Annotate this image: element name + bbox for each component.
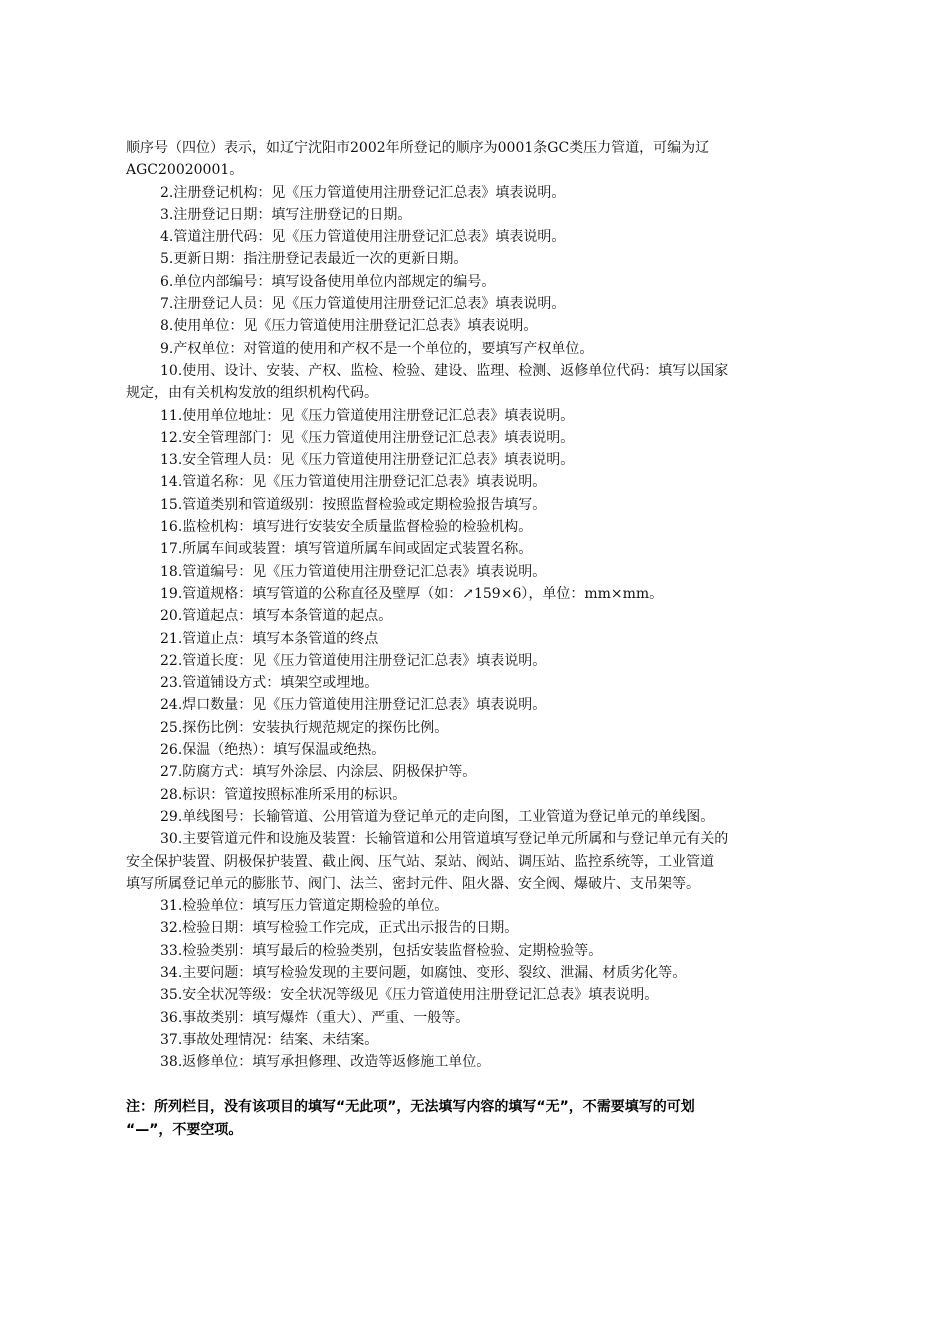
list-item: 12.安全管理部门：见《压力管道使用注册登记汇总表》填表说明。 bbox=[160, 429, 575, 446]
list-item: 25.探伤比例：安装执行规范规定的探伤比例。 bbox=[160, 719, 449, 736]
list-item: 19.管道规格：填写管道的公称直径及壁厚（如：↗159×6），单位：mm×mm。 bbox=[160, 585, 664, 602]
list-item: 24.焊口数量：见《压力管道使用注册登记汇总表》填表说明。 bbox=[160, 697, 547, 714]
list-item: 17.所属车间或装置：填写管道所属车间或固定式装置名称。 bbox=[160, 541, 533, 558]
text-line: 填写所属登记单元的膨胀节、阀门、法兰、密封元件、阻火器、安全阀、爆破片、支吊架等。 bbox=[126, 875, 700, 892]
list-item: 23.管道铺设方式：填架空或埋地。 bbox=[160, 675, 379, 692]
footnote-line: 注：所列栏目，没有该项目的填写“无此项”，无法填写内容的填写“无”，不需要填写的可划 bbox=[126, 1099, 695, 1116]
list-item: 32.检验日期：填写检验工作完成，正式出示报告的日期。 bbox=[160, 920, 519, 937]
list-item: 33.检验类别：填写最后的检验类别，包括安装监督检验、定期检验等。 bbox=[160, 942, 603, 959]
footnote bbox=[126, 1096, 842, 1141]
list-item: 14.管道名称：见《压力管道使用注册登记汇总表》填表说明。 bbox=[160, 474, 547, 491]
list-item: 28.标识：管道按照标准所采用的标识。 bbox=[160, 786, 407, 803]
list-item: 3.注册登记日期：填写注册登记的日期。 bbox=[160, 206, 412, 223]
list-item: 26.保温（绝热）：填写保温或绝热。 bbox=[160, 742, 386, 759]
list-item: 11.使用单位地址：见《压力管道使用注册登记汇总表》填表说明。 bbox=[160, 407, 575, 424]
list-item: 35.安全状况等级：安全状况等级见《压力管道使用注册登记汇总表》填表说明。 bbox=[160, 987, 659, 1004]
list-item: 6.单位内部编号：填写设备使用单位内部规定的编号。 bbox=[160, 273, 496, 290]
text-line: AGC20020001。 bbox=[126, 162, 244, 179]
footnote-line: “—”，不要空项。 bbox=[126, 1121, 243, 1138]
list-item: 4.管道注册代码：见《压力管道使用注册登记汇总表》填表说明。 bbox=[160, 229, 566, 246]
list-item: 30.主要管道元件和设施及装置：长输管道和公用管道填写登记单元所属和与登记单元有关的 bbox=[160, 831, 729, 848]
instruction-list bbox=[126, 137, 842, 1073]
list-item: 31.检验单位：填写压力管道定期检验的单位。 bbox=[160, 898, 449, 915]
list-item: 21.管道止点：填写本条管道的终点 bbox=[160, 630, 379, 647]
list-item: 20.管道起点：填写本条管道的起点。 bbox=[160, 608, 393, 625]
list-item: 29.单线图号：长输管道、公用管道为登记单元的走向图，工业管道为登记单元的单线图。 bbox=[160, 808, 715, 825]
list-item: 2.注册登记机构：见《压力管道使用注册登记汇总表》填表说明。 bbox=[160, 184, 566, 201]
list-item: 10.使用、设计、安装、产权、监检、检验、建设、监理、检测、返修单位代码：填写以国家 bbox=[160, 362, 729, 379]
list-item: 22.管道长度：见《压力管道使用注册登记汇总表》填表说明。 bbox=[160, 652, 547, 669]
list-item: 8.使用单位：见《压力管道使用注册登记汇总表》填表说明。 bbox=[160, 318, 538, 335]
list-item: 15.管道类别和管道级别：按照监督检验或定期检验报告填写。 bbox=[160, 496, 547, 513]
list-item: 9.产权单位：对管道的使用和产权不是一个单位的，要填写产权单位。 bbox=[160, 340, 594, 357]
list-item: 16.监检机构：填写进行安装安全质量监督检验的检验机构。 bbox=[160, 519, 533, 536]
list-item: 34.主要问题：填写检验发现的主要问题，如腐蚀、变形、裂纹、泄漏、材质劣化等。 bbox=[160, 964, 687, 981]
text-line: 顺序号（四位）表示，如辽宁沈阳市2002年所登记的顺序为0001条GC类压力管道，可编为辽 bbox=[126, 140, 710, 156]
list-item: 37.事故处理情况：结案、未结案。 bbox=[160, 1031, 379, 1048]
text-line: 规定，由有关机构发放的组织机构代码。 bbox=[126, 385, 378, 402]
list-item: 7.注册登记人员：见《压力管道使用注册登记汇总表》填表说明。 bbox=[160, 296, 566, 313]
list-item: 27.防腐方式：填写外涂层、内涂层、阴极保护等。 bbox=[160, 764, 477, 781]
list-item: 13.安全管理人员：见《压力管道使用注册登记汇总表》填表说明。 bbox=[160, 452, 575, 469]
list-item: 18.管道编号：见《压力管道使用注册登记汇总表》填表说明。 bbox=[160, 563, 547, 580]
document-page bbox=[126, 137, 842, 1141]
text-line: 安全保护装置、阴极保护装置、截止阀、压气站、泵站、阀站、调压站、监控系统等，工业管道 bbox=[126, 853, 714, 870]
list-item: 5.更新日期：指注册登记表最近一次的更新日期。 bbox=[160, 251, 468, 268]
list-item: 38.返修单位：填写承担修理、改造等返修施工单位。 bbox=[160, 1054, 491, 1071]
list-item: 36.事故类别：填写爆炸（重大）、严重、一般等。 bbox=[160, 1009, 470, 1026]
